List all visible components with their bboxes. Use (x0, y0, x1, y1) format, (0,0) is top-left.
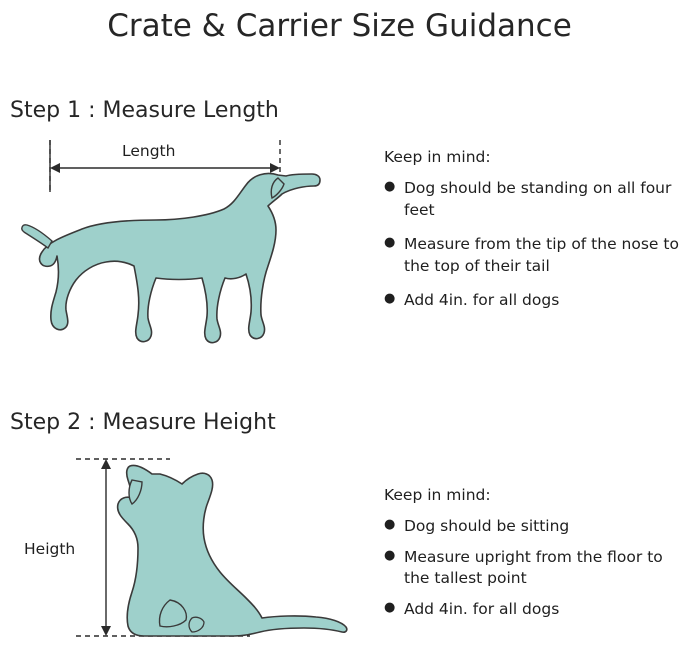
step-1-heading: Step 1 : Measure Length (10, 98, 279, 123)
note-text: Add 4in. for all dogs (404, 599, 560, 618)
bullet-icon: ● (384, 517, 396, 533)
page-title: Crate & Carrier Size Guidance (107, 8, 572, 44)
dog-sitting-silhouette (118, 465, 347, 636)
dog-sitting-figure (20, 440, 360, 655)
dog-standing-silhouette (40, 173, 320, 342)
note-text: Measure from the tip of the nose to the top of their tail (404, 235, 679, 275)
list-item (384, 516, 679, 537)
list-item (384, 290, 679, 311)
note-text: Dog should be standing on all four feet (404, 179, 672, 219)
length-label: Length (122, 142, 176, 160)
note-text: Add 4in. for all dogs (404, 290, 560, 309)
dog-standing-figure (20, 130, 360, 370)
step-2-note-list (384, 516, 679, 620)
height-label: Heigth (24, 540, 76, 558)
step-2-notes (384, 485, 679, 629)
bullet-icon: ● (384, 599, 396, 615)
list-item (384, 234, 679, 277)
bullet-icon: ● (384, 290, 396, 306)
list-item (384, 599, 679, 620)
list-item (384, 547, 679, 590)
dog-tail (22, 225, 52, 248)
length-measure-arrow (50, 140, 280, 192)
step-1-note-list (384, 178, 679, 311)
note-text: Measure upright from the floor to the tallest point (404, 547, 663, 588)
bullet-icon: ● (384, 235, 396, 251)
note-text: Dog should be sitting (404, 517, 570, 536)
keep-in-mind-label-2: Keep in mind: (384, 486, 491, 504)
bullet-icon: ● (384, 547, 396, 563)
keep-in-mind-label-1: Keep in mind: (384, 148, 491, 166)
step-1-notes (384, 147, 679, 324)
bullet-icon: ● (384, 179, 396, 195)
list-item (384, 178, 679, 221)
step-2-heading: Step 2 : Measure Height (10, 410, 276, 435)
